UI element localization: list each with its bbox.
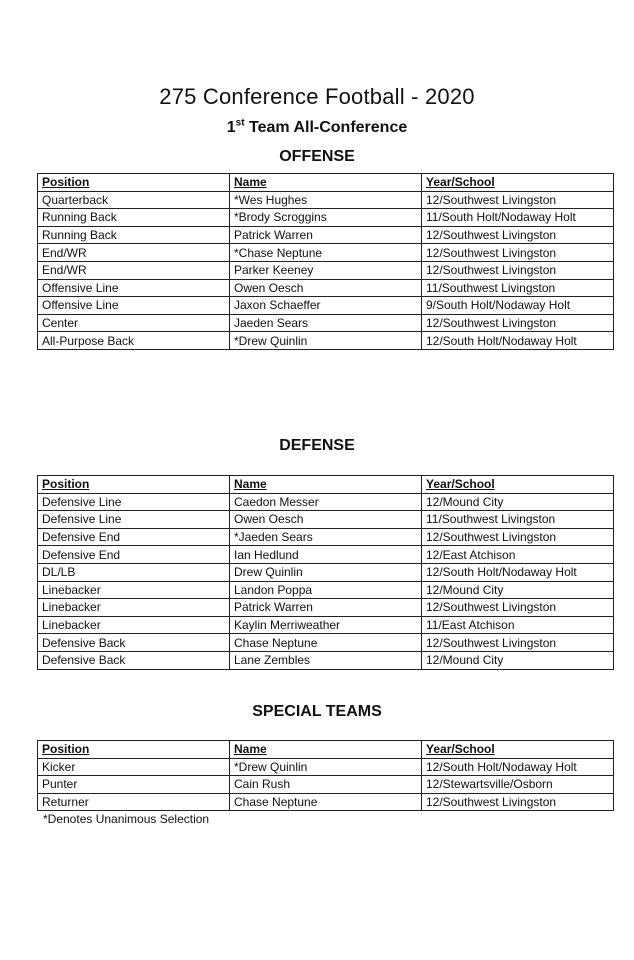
cell-name: Parker Keeney (230, 261, 422, 279)
column-header-position: Position (38, 476, 230, 494)
column-header-position: Position (38, 741, 230, 759)
column-header-name: Name (230, 174, 422, 192)
cell-position: Defensive Back (38, 651, 230, 669)
column-header-school: Year/School (422, 476, 614, 494)
cell-name: Chase Neptune (230, 793, 422, 811)
subtitle-ordinal-suffix: st (235, 117, 245, 129)
page-title: 275 Conference Football - 2020 (159, 84, 475, 109)
special-teams-heading: SPECIAL TEAMS (252, 703, 382, 720)
cell-position: Offensive Line (38, 279, 230, 297)
cell-position: Offensive Line (38, 297, 230, 315)
cell-name: Caedon Messer (230, 493, 422, 511)
cell-name: Lane Zembles (230, 651, 422, 669)
table-row (38, 634, 614, 652)
table-header-row (38, 476, 614, 494)
cell-school: 12/Southwest Livingston (422, 314, 614, 332)
table-row (38, 563, 614, 581)
cell-name: Ian Hedlund (230, 546, 422, 564)
cell-position: Defensive Line (38, 493, 230, 511)
cell-name: *Drew Quinlin (230, 332, 422, 350)
cell-name: *Chase Neptune (230, 244, 422, 262)
cell-name: *Wes Hughes (230, 191, 422, 209)
cell-school: 12/South Holt/Nodaway Holt (422, 563, 614, 581)
footnote: *Denotes Unanimous Selection (43, 812, 210, 826)
defense-heading: DEFENSE (279, 437, 355, 454)
column-header-school: Year/School (422, 174, 614, 192)
cell-name: Landon Poppa (230, 581, 422, 599)
cell-name: Cain Rush (230, 776, 422, 794)
cell-school: 12/Southwest Livingston (422, 191, 614, 209)
cell-position: Linebacker (38, 599, 230, 617)
offense-heading: OFFENSE (279, 148, 355, 165)
cell-position: Defensive Back (38, 634, 230, 652)
table-row (38, 616, 614, 634)
cell-position: Quarterback (38, 191, 230, 209)
cell-school: 11/South Holt/Nodaway Holt (422, 209, 614, 227)
cell-school: 11/Southwest Livingston (422, 511, 614, 529)
column-header-name: Name (230, 476, 422, 494)
cell-name: Patrick Warren (230, 226, 422, 244)
table-row (38, 226, 614, 244)
cell-position: Center (38, 314, 230, 332)
cell-school: 12/Southwest Livingston (422, 634, 614, 652)
offense-table (37, 173, 614, 350)
table-row (38, 209, 614, 227)
table-row (38, 793, 614, 811)
cell-school: 12/Southwest Livingston (422, 244, 614, 262)
cell-position: Returner (38, 793, 230, 811)
cell-school: 12/Mound City (422, 651, 614, 669)
cell-position: End/WR (38, 261, 230, 279)
cell-position: End/WR (38, 244, 230, 262)
cell-school: 12/Mound City (422, 581, 614, 599)
column-header-name: Name (230, 741, 422, 759)
cell-school: 12/South Holt/Nodaway Holt (422, 758, 614, 776)
cell-name: Jaeden Sears (230, 314, 422, 332)
table-row (38, 776, 614, 794)
table-row (38, 493, 614, 511)
cell-name: Owen Oesch (230, 279, 422, 297)
table-row (38, 581, 614, 599)
table-row (38, 297, 614, 315)
table-row (38, 546, 614, 564)
table-row (38, 599, 614, 617)
cell-school: 12/Southwest Livingston (422, 793, 614, 811)
cell-name: *Brody Scroggins (230, 209, 422, 227)
table-row (38, 191, 614, 209)
cell-school: 12/Mound City (422, 493, 614, 511)
cell-position: Punter (38, 776, 230, 794)
table-row (38, 314, 614, 332)
defense-rows (38, 493, 614, 669)
table-header-row (38, 741, 614, 759)
cell-position: All-Purpose Back (38, 332, 230, 350)
cell-name: Chase Neptune (230, 634, 422, 652)
cell-position: Kicker (38, 758, 230, 776)
cell-school: 12/East Atchison (422, 546, 614, 564)
cell-school: 11/East Atchison (422, 616, 614, 634)
table-row (38, 261, 614, 279)
column-header-position: Position (38, 174, 230, 192)
offense-rows (38, 191, 614, 349)
subtitle-number: 1 (226, 119, 236, 136)
cell-name: *Jaeden Sears (230, 528, 422, 546)
page-subtitle (0, 119, 634, 137)
cell-name: Patrick Warren (230, 599, 422, 617)
cell-name: Drew Quinlin (230, 563, 422, 581)
column-header-school: Year/School (422, 741, 614, 759)
table-row (38, 758, 614, 776)
cell-school: 12/Southwest Livingston (422, 599, 614, 617)
cell-school: 12/Southwest Livingston (422, 226, 614, 244)
table-row (38, 279, 614, 297)
table-header-row (38, 174, 614, 192)
cell-position: Defensive End (38, 528, 230, 546)
cell-school: 12/Southwest Livingston (422, 261, 614, 279)
table-row (38, 332, 614, 350)
cell-name: Jaxon Schaeffer (230, 297, 422, 315)
cell-position: DL/LB (38, 563, 230, 581)
table-row (38, 651, 614, 669)
cell-position: Defensive Line (38, 511, 230, 529)
subtitle-text: Team All-Conference (244, 119, 408, 136)
cell-school: 12/Southwest Livingston (422, 528, 614, 546)
special-teams-table (37, 740, 614, 811)
cell-school: 9/South Holt/Nodaway Holt (422, 297, 614, 315)
cell-name: *Drew Quinlin (230, 758, 422, 776)
table-row (38, 528, 614, 546)
cell-position: Running Back (38, 226, 230, 244)
cell-name: Owen Oesch (230, 511, 422, 529)
table-row (38, 244, 614, 262)
cell-school: 11/Southwest Livingston (422, 279, 614, 297)
cell-school: 12/Stewartsville/Osborn (422, 776, 614, 794)
cell-position: Linebacker (38, 581, 230, 599)
cell-position: Linebacker (38, 616, 230, 634)
cell-school: 12/South Holt/Nodaway Holt (422, 332, 614, 350)
table-row (38, 511, 614, 529)
cell-name: Kaylin Merriweather (230, 616, 422, 634)
defense-table (37, 475, 614, 670)
special-teams-rows (38, 758, 614, 811)
cell-position: Defensive End (38, 546, 230, 564)
cell-position: Running Back (38, 209, 230, 227)
